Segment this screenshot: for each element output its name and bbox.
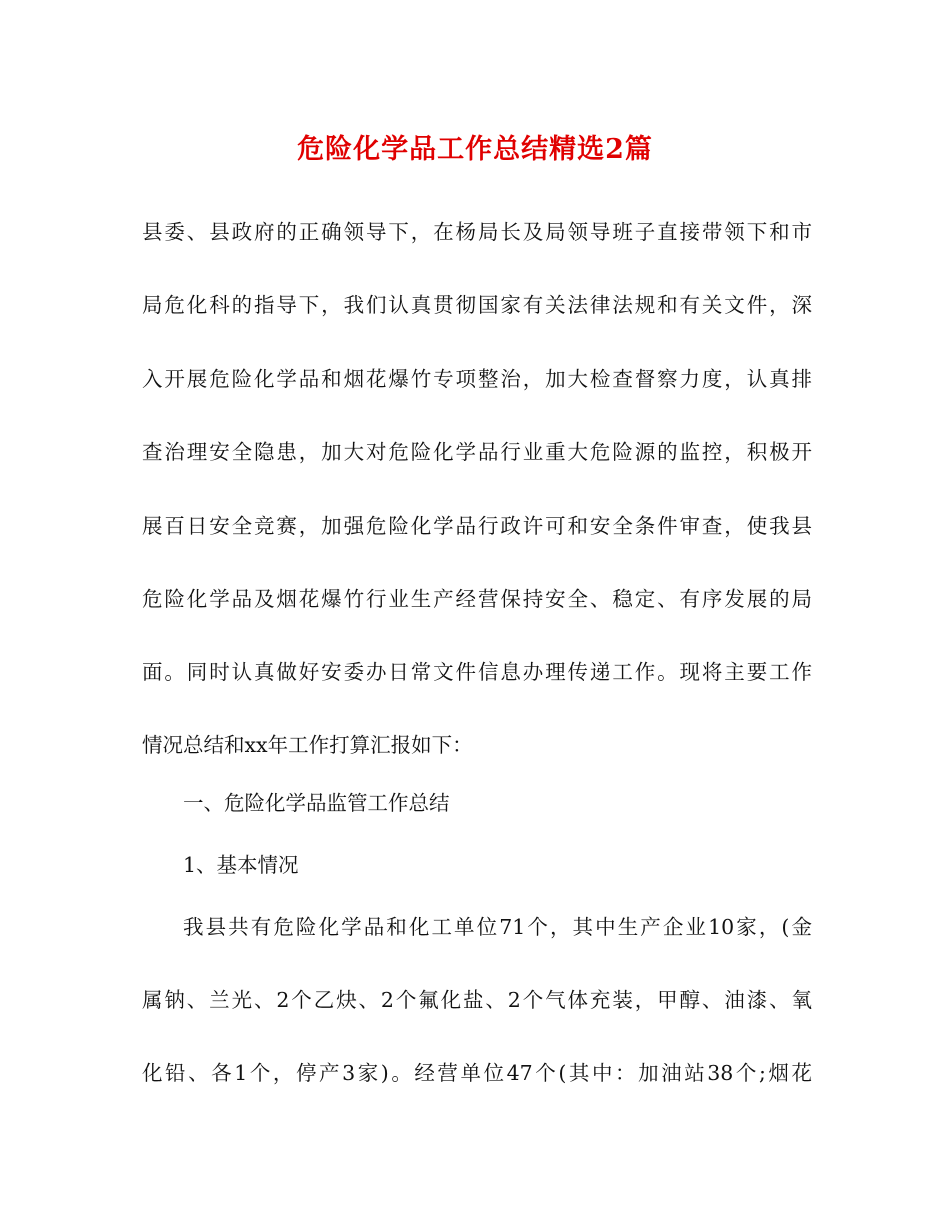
paragraph2-line-2: 属钠、兰光、2个乙炔、2个氟化盐、2个气体充装，甲醇、油漆、氧 bbox=[142, 988, 812, 1012]
paragraph-line-7: 面。同时认真做好安委办日常文件信息办理传递工作。现将主要工作 bbox=[142, 660, 812, 684]
paragraph-line-8: 情况总结和xx年工作打算汇报如下： bbox=[142, 733, 473, 757]
paragraph2-line-1: 我县共有危险化学品和化工单位71个，其中生产企业10家，(金 bbox=[183, 915, 812, 939]
paragraph-line-1: 县委、县政府的正确领导下，在杨局长及局领导班子直接带领下和市 bbox=[142, 220, 812, 244]
paragraph-line-5: 展百日安全竞赛，加强危险化学品行政许可和安全条件审查，使我县 bbox=[142, 514, 812, 538]
paragraph-line-3: 入开展危险化学品和烟花爆竹专项整治，加大检查督察力度，认真排 bbox=[142, 367, 812, 391]
section-heading: 一、危险化学品监管工作总结 bbox=[183, 791, 450, 815]
paragraph-line-6: 危险化学品及烟花爆竹行业生产经营保持安全、稳定、有序发展的局 bbox=[142, 587, 812, 611]
paragraph2-line-3: 化铅、各1个，停产3家)。经营单位47个(其中：加油站38个;烟花 bbox=[142, 1061, 812, 1085]
document-title: 危险化学品工作总结精选2篇 bbox=[297, 134, 653, 165]
paragraph-line-2: 局危化科的指导下，我们认真贯彻国家有关法律法规和有关文件，深 bbox=[142, 293, 812, 317]
subsection-heading: 1、基本情况 bbox=[183, 853, 299, 877]
paragraph-line-4: 查治理安全隐患，加大对危险化学品行业重大危险源的监控，积极开 bbox=[142, 440, 812, 464]
